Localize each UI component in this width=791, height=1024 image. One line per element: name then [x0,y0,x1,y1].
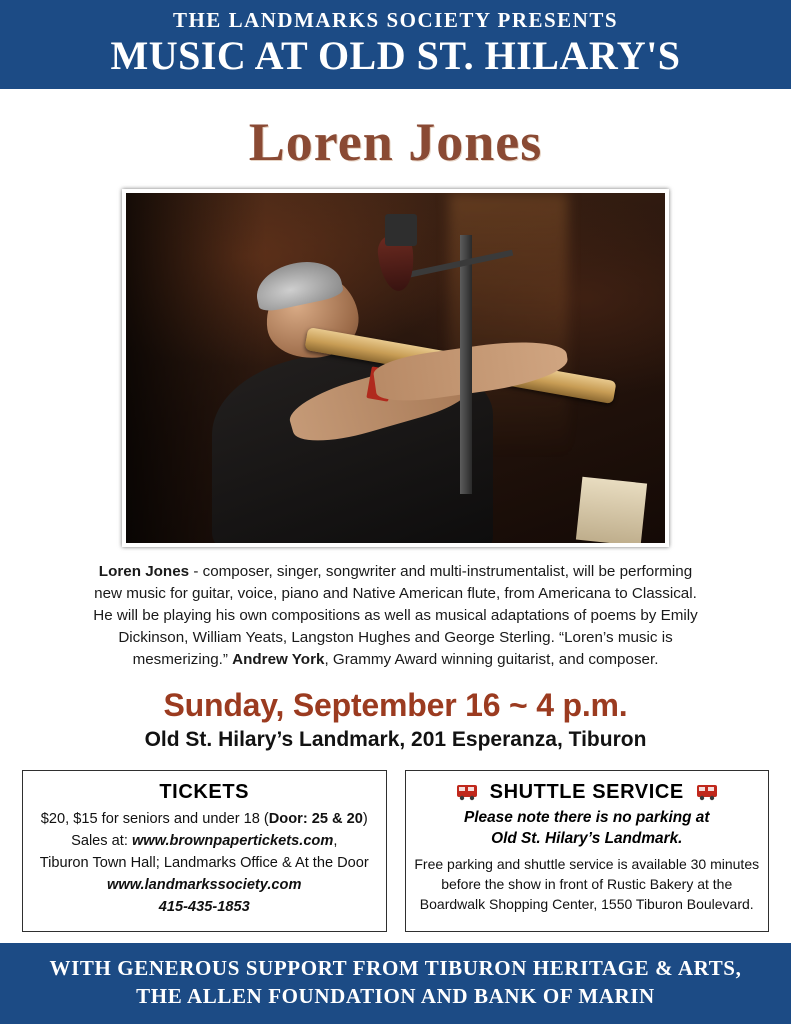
shuttle-title-row [414,781,761,804]
tickets-sales-prefix: Sales at: [71,833,132,850]
description-lead-name: Loren Jones [98,563,190,581]
shuttle-box [405,770,770,931]
shuttle-note-line2: Old St. Hilary’s Landmark. [491,830,683,848]
tickets-box [22,770,387,931]
microphone-stand [460,235,472,494]
shuttle-title: SHUTTLE SERVICE [489,781,684,804]
footer-line-1: WITH GENEROUS SUPPORT FROM TIBURON HERITAGE & ARTS, [49,956,742,981]
tickets-sales-link[interactable]: www.brownpapertickets.com [131,833,334,850]
description-body-part1: - composer, singer, songwriter and multi-instrumentalist, will be performing new music for guitar, voice, piano and Native American flute, from Americana to Classical. He will be playing his own compositions as well as musical adaptations of poems by Emily Dickinson, William Yeats, Langston Hughes and George Sterling. “Loren’s music is mesmerizing.” [93,563,698,669]
description-body-part2: , Grammy Award winning guitarist, and composer. [324,651,659,669]
microphone-mount [385,214,417,246]
tickets-outlets: Tiburon Town Hall; Landmarks Office & At the Door [39,855,369,872]
tickets-sales-suffix: , [333,833,338,850]
poster-header [0,0,791,89]
performer-photo [122,189,669,547]
bus-icon [696,784,718,801]
tickets-door-price: Door: 25 & 20 [268,811,363,828]
tickets-prices-suffix: ) [362,811,368,828]
landmarks-website-link[interactable]: www.landmarkssociety.com [107,876,302,893]
artist-name: Loren Jones [248,112,543,173]
shuttle-note-line1: Please note there is no parking at [464,809,710,827]
poster-footer [0,943,791,1024]
quote-attribution: Andrew York [232,651,325,669]
tickets-title: TICKETS [159,781,250,804]
tickets-phone: 415-435-1853 [158,898,250,915]
series-title: MUSIC AT OLD ST. HILARY'S [110,33,681,79]
tickets-prices [31,809,378,831]
event-venue: Old St. Hilary’s Landmark, 201 Esperanza, Tiburon [144,728,647,752]
sheet-music [576,477,647,546]
event-description [86,561,706,671]
bus-icon [456,784,478,801]
event-date-time: Sunday, September 16 ~ 4 p.m. [163,687,628,724]
presenter-line: THE LANDMARKS SOCIETY PRESENTS [172,8,619,32]
tickets-sales [31,831,378,853]
photo-background [126,193,665,543]
tickets-prices-prefix: $20, $15 for seniors and under 18 ( [40,811,269,828]
shuttle-details: Free parking and shuttle service is available 30 minutes before the show in front of Rustic Bakery at the Boardwalk Shopping Center, 1550 Tiburon Boulevard. [414,855,760,913]
info-boxes [22,770,769,931]
footer-line-2: THE ALLEN FOUNDATION AND BANK OF MARIN [136,983,655,1008]
